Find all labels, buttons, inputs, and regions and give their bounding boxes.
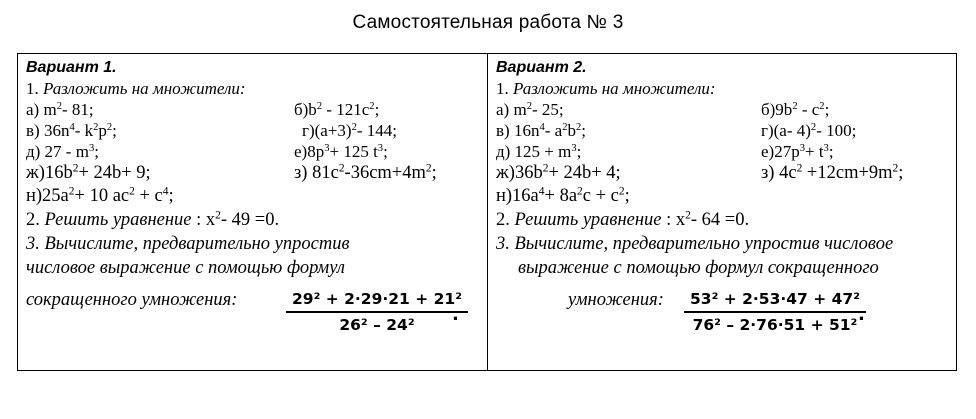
item-zh: $ж)16b^2+ 24b+ 9$;: [26, 162, 151, 183]
task-1-row-1: [26, 99, 481, 120]
fraction-expression: [286, 290, 468, 334]
item-zh: $ж)36b^2+ 24b+ 4$;: [496, 162, 621, 183]
task-3-line-3: сокращенного умножения:: [26, 290, 238, 310]
task-1-row-1: [496, 99, 950, 120]
task-1-row-4: [496, 162, 950, 185]
item-e: $е)8p^3+ 125$ $t^3$;: [294, 142, 388, 161]
item-d: д) $125 + m^3$;: [496, 142, 582, 161]
task-3-line-1: 3. Вычислите, предварительно упростив: [26, 234, 350, 254]
page-title: Самостоятельная работа № 3: [352, 12, 624, 33]
variant-1-header: Вариант 1.: [26, 59, 117, 76]
task-2: 2. Решить уравнение : $x^2-$ 49 =0.: [26, 209, 280, 230]
item-n: $н)16a^4+ 8a^2c + c^2$;: [496, 185, 630, 206]
fraction-period: .: [858, 304, 865, 325]
task-1-row-5: [496, 185, 950, 208]
fraction-denominator: 26² – 24²: [339, 316, 415, 334]
task-3-line-2: числовое выражение с помощью формул: [26, 258, 345, 278]
item-e: $е)27p^3+ t^3$;: [761, 142, 834, 161]
fraction-period: .: [452, 304, 459, 325]
task-3-line-1: 3. Вычислите, предварительно упростив числовое: [496, 234, 894, 254]
variant-2-cell: [487, 54, 956, 370]
task-1-row-5: [26, 185, 481, 208]
fraction-expression: [684, 290, 866, 334]
item-g: $г)(а+3)^2-$ 144;: [302, 121, 397, 140]
variant-1-cell: [18, 54, 487, 370]
worksheet-table: [17, 53, 957, 371]
task-1-heading: 1. Разложить на множители:: [26, 79, 246, 98]
task-3-line-3: умножения:: [568, 290, 664, 310]
item-z: з) $4c^2 +12cm+9m^2$;: [761, 162, 904, 183]
item-z: з) $81c^2-36cm+4m^2$;: [294, 162, 437, 183]
item-v: в) $36n^4-$ $k^2p^2$;: [26, 121, 117, 140]
item-b: $б)b^2 - 121c^2$;: [294, 100, 380, 119]
fraction-numerator: 29² + 2·29·21 + 21²: [286, 290, 468, 313]
task-1-row-4: [26, 162, 481, 185]
item-b: $б)9b^2 - c^2$;: [761, 100, 830, 119]
task-1-heading: 1. Разложить на множители:: [496, 79, 716, 98]
task-3-line-2: выражение с помощью формул сокращенного: [518, 258, 879, 278]
task-1-row-3: [496, 141, 950, 162]
fraction-denominator: 76² – 2·76·51 + 51²: [692, 316, 858, 334]
item-a: а) $m^2-$ 25;: [496, 100, 564, 119]
item-d: д) $27 - m^3$;: [26, 142, 99, 161]
task-1-row-2: [26, 120, 481, 141]
item-v: в) $16n^4-$ $a^2b^2$;: [496, 121, 586, 140]
task-1-row-2: [496, 120, 950, 141]
task-2: 2. Решить уравнение : $x^2-$ 64 =0.: [496, 209, 750, 230]
fraction-numerator: 53² + 2·53·47 + 47²: [684, 290, 866, 313]
item-g: г)(а- 4)$^2$- 100;: [761, 121, 857, 140]
task-1-row-3: [26, 141, 481, 162]
item-n: $н)25a^2+ 10$ $ac^2 + c^4$;: [26, 185, 174, 206]
variant-2-header: Вариант 2.: [496, 59, 587, 76]
item-a: а) $m^2-$ 81;: [26, 100, 94, 119]
